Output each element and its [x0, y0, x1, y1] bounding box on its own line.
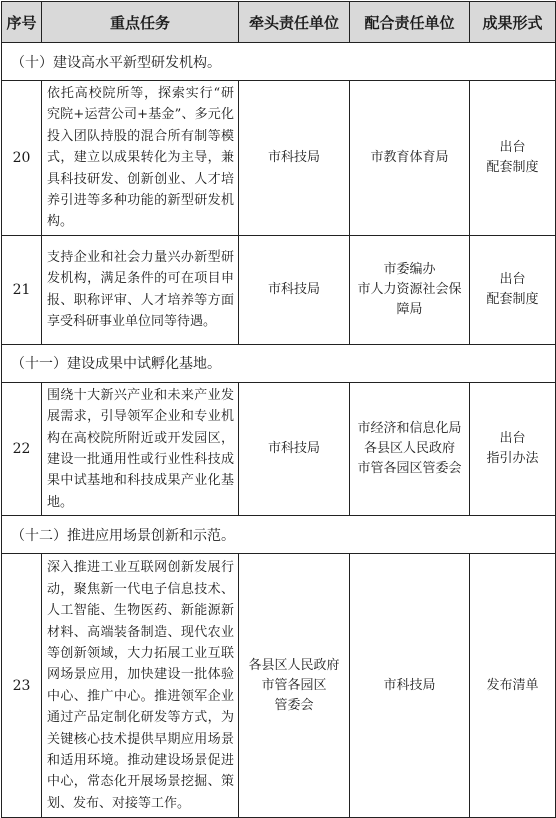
row-support-unit — [350, 554, 470, 818]
table-row — [2, 382, 556, 515]
table-row — [2, 81, 556, 236]
section-row — [2, 516, 556, 554]
row-result — [470, 554, 556, 818]
section-title: （十一）建设成果中试孵化基地。 — [2, 344, 556, 382]
section-row — [2, 43, 556, 81]
section-row — [2, 344, 556, 382]
row-support-unit — [350, 382, 470, 515]
row-support-unit — [350, 235, 470, 344]
lead-unit-line: 市科技局 — [267, 281, 320, 297]
result-line: 出台 — [499, 431, 526, 447]
row-lead-unit — [239, 81, 350, 236]
support-unit-line: 市教育体育局 — [370, 149, 449, 165]
result-line: 出台 — [499, 139, 526, 155]
result-line: 出台 — [499, 271, 526, 287]
row-result — [470, 235, 556, 344]
row-num: 22 — [2, 382, 42, 515]
header-row — [2, 2, 556, 43]
result-line: 发布清单 — [486, 677, 539, 693]
lead-unit-line: 市科技局 — [267, 441, 320, 457]
result-line: 指引办法 — [486, 451, 539, 467]
support-unit-line: 市委编办 — [383, 261, 436, 277]
support-unit-line: 市管各园区管委会 — [357, 461, 462, 477]
row-task: 深入推进工业互联网创新发展行动，聚焦新一代电子信息技术、人工智能、生物医药、新能源新材料、高端装备制造、现代农业等创新领域，大力拓展工业互联网场景应用，加快建设一批体验中心、推广中心。推进领军企业通过产品定制化研发等方式，为关键核心技术提供早期应用场景和适用环境。推动建设场景促进中心，常态化开展场景挖掘、策划、发布、对接等工作。 — [42, 554, 239, 818]
support-unit-line: 各县区人民政府 — [363, 441, 455, 457]
row-task: 依托高校院所等，探索实行“研究院+运营公司+基金”、多元化投入团队持股的混合所有制等模式，建立以成果转化为主导，兼具科技研发、创新创业、人才培养引进等多种功能的新型研发机构。 — [42, 81, 239, 236]
result-line: 配套制度 — [486, 159, 539, 175]
row-num: 21 — [2, 235, 42, 344]
header-lead-unit: 牵头责任单位 — [239, 2, 350, 43]
lead-unit-line: 市管各园区 — [261, 677, 327, 693]
row-lead-unit — [239, 235, 350, 344]
section-title: （十）建设高水平新型研发机构。 — [2, 43, 556, 81]
support-unit-line: 市经济和信息化局 — [357, 421, 462, 437]
row-num: 23 — [2, 554, 42, 818]
task-table — [1, 1, 556, 818]
result-line: 配套制度 — [486, 291, 539, 307]
support-unit-line: 障局 — [396, 301, 423, 317]
row-result — [470, 382, 556, 515]
row-lead-unit — [239, 554, 350, 818]
row-task: 围绕十大新兴产业和未来产业发展需求，引导领军企业和专业机构在高校院所附近或开发园区，建设一批通用性或行业性科技成果中试基地和科技成果产业化基地。 — [42, 382, 239, 515]
lead-unit-line: 市科技局 — [267, 149, 320, 165]
header-task: 重点任务 — [42, 2, 239, 43]
header-support-unit: 配合责任单位 — [350, 2, 470, 43]
support-unit-line: 市人力资源社会保 — [357, 281, 462, 297]
section-title: （十二）推进应用场景创新和示范。 — [2, 516, 556, 554]
lead-unit-line: 管委会 — [274, 697, 314, 713]
row-task: 支持企业和社会力量兴办新型研发机构，满足条件的可在项目申报、职称评审、人才培养等方面享受科研事业单位同等待遇。 — [42, 235, 239, 344]
row-num: 20 — [2, 81, 42, 236]
row-lead-unit — [239, 382, 350, 515]
row-support-unit — [350, 81, 470, 236]
row-result — [470, 81, 556, 236]
table-row — [2, 235, 556, 344]
header-num: 序号 — [2, 2, 42, 43]
lead-unit-line: 各县区人民政府 — [248, 657, 340, 673]
header-result: 成果形式 — [470, 2, 556, 43]
support-unit-line: 市科技局 — [383, 677, 436, 693]
table-row — [2, 554, 556, 818]
